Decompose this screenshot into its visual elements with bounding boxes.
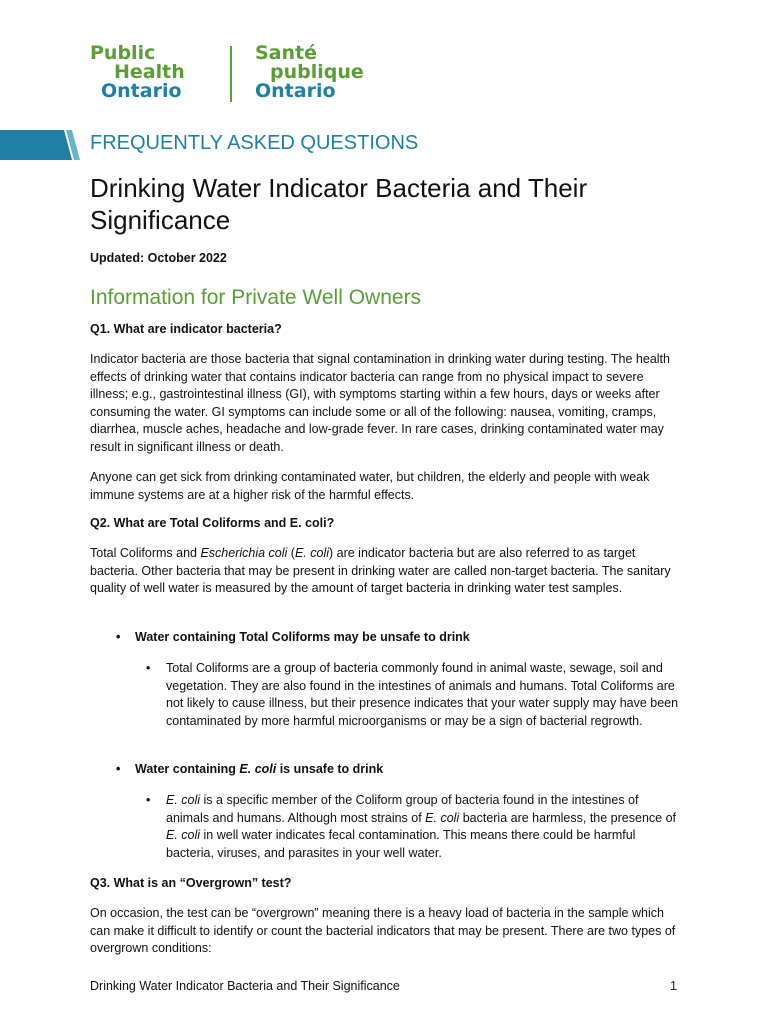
sub-e-coli-f: in well water indicates fecal contamination. This means there could be harmful bacteria, viruses, and parasites in your well water. <box>166 828 636 860</box>
sub-e-coli-a: E. coli <box>166 793 201 807</box>
q2-p1-text-c: ( <box>287 546 295 560</box>
logo-en-line2: Health <box>114 61 185 83</box>
logo-english <box>90 44 185 101</box>
bullet-e-coli-text-c: is unsafe to drink <box>276 762 384 776</box>
logo-fr-line1: Santé <box>255 42 318 64</box>
sub-bullet-e-coli-text <box>166 792 682 862</box>
q2-p1-text-e: ) are indicator bacteria but are also referred to as target bacteria. Other bacteria that may be present in drinking water are called non-target bacteria. The sanitary quality of well water is measured by the amount of target bacteria in drinking water test samples. <box>90 546 671 595</box>
page-title: Drinking Water Indicator Bacteria and Their Significance <box>90 173 588 235</box>
logo-en-line1: Public <box>90 42 156 64</box>
sub-e-coli-e: E. coli <box>166 828 201 842</box>
public-health-ontario-logo <box>90 44 390 106</box>
header-band-graphic <box>0 130 82 160</box>
question-2: Q2. What are Total Coliforms and E. coli? <box>90 516 335 530</box>
bullet-total-coliforms-text: Water containing Total Coliforms may be unsafe to drink <box>135 630 470 644</box>
section-title: Information for Private Well Owners <box>90 286 422 309</box>
q2-paragraph-1 <box>90 545 680 598</box>
question-3: Q3. What is an “Overgrown” test? <box>90 876 292 890</box>
q2-p1-text-b: Escherichia coli <box>200 546 288 560</box>
bullet-e-coli-text-b: E. coli <box>239 762 277 776</box>
logo-en-line3: Ontario <box>101 80 182 102</box>
sub-e-coli-d: bacteria are harmless, the presence of <box>459 810 676 825</box>
q2-p1-text-a: Total Coliforms and <box>90 546 201 560</box>
logo-fr-line2: publique <box>270 61 364 83</box>
sub-e-coli-c: E. coli <box>425 810 460 825</box>
sub-bullet-total-coliforms: • Total Coliforms are a group of bacteria commonly found in animal waste, sewage, soil and vegetation. They are also found in the intestines of animals and humans. Total Coliforms are not likely to cause illness, but their presence indicates that your water supply may have been contaminated by more harmful microorganisms or may be a sign of bacterial regrowth. <box>146 660 682 730</box>
logo-fr-line3: Ontario <box>255 80 336 102</box>
faq-heading: FREQUENTLY ASKED QUESTIONS <box>90 132 419 154</box>
page-number: 1 <box>670 979 677 993</box>
sub-bullet-e-coli: • E. coli is a specific member of the Coliform group of bacteria found in the intestines of animals and humans. Although most strains of E. coli bacteria are harmless, the presence of E. coli in well water indicates fecal contamination. This means there could be harmful bacteria, viruses, and parasites in your well water. <box>146 792 682 862</box>
bullet-total-coliforms <box>116 630 470 644</box>
q2-p1-text-d: E. coli <box>294 546 329 560</box>
q1-paragraph-1: Indicator bacteria are those bacteria that signal contamination in drinking water during testing. The health effects of drinking water that contains indicator bacteria can range from no physical impact to severe illness; e.g., gastrointestinal illness (GI), with symptoms starting within a few hours, days or weeks after consuming the water. GI symptoms can include some or all of the following: nausea, vomiting, cramps, diarrhea, muscle aches, headache and low-grade fever. In rare cases, drinking contaminated water may result in significant illness or death. <box>90 352 670 454</box>
sub-bullet-total-coliforms-text: Total Coliforms are a group of bacteria commonly found in animal waste, sewage, soil and vegetation. They are also found in the intestines of animals and humans. Total Coliforms are not likely to cause illness, but their presence indicates that your water supply may have been contaminated by more harmful microorganisms or may be a sign of bacterial regrowth. <box>166 661 679 728</box>
logo-french <box>255 44 364 101</box>
bullet-e-coli-text-a: Water containing <box>135 762 240 776</box>
logo-divider <box>230 46 232 102</box>
q1-paragraph-2: Anyone can get sick from drinking contaminated water, but children, the elderly and people with weak immune systems are at a higher risk of the harmful effects. <box>90 470 650 502</box>
question-1: Q1. What are indicator bacteria? <box>90 322 282 336</box>
updated-date: Updated: October 2022 <box>90 251 227 265</box>
bullet-e-coli <box>116 762 383 776</box>
q3-paragraph-1: On occasion, the test can be “overgrown” meaning there is a heavy load of bacteria in the sample which can make it difficult to identify or count the bacterial indicators that may be present. There are two types of overgrown conditions: <box>90 906 676 955</box>
footer-title: Drinking Water Indicator Bacteria and Their Significance <box>90 979 400 993</box>
sub-e-coli-b: is a specific member of the Coliform group of bacteria found in the intestines of animals and humans. Although most strains of <box>166 793 639 825</box>
